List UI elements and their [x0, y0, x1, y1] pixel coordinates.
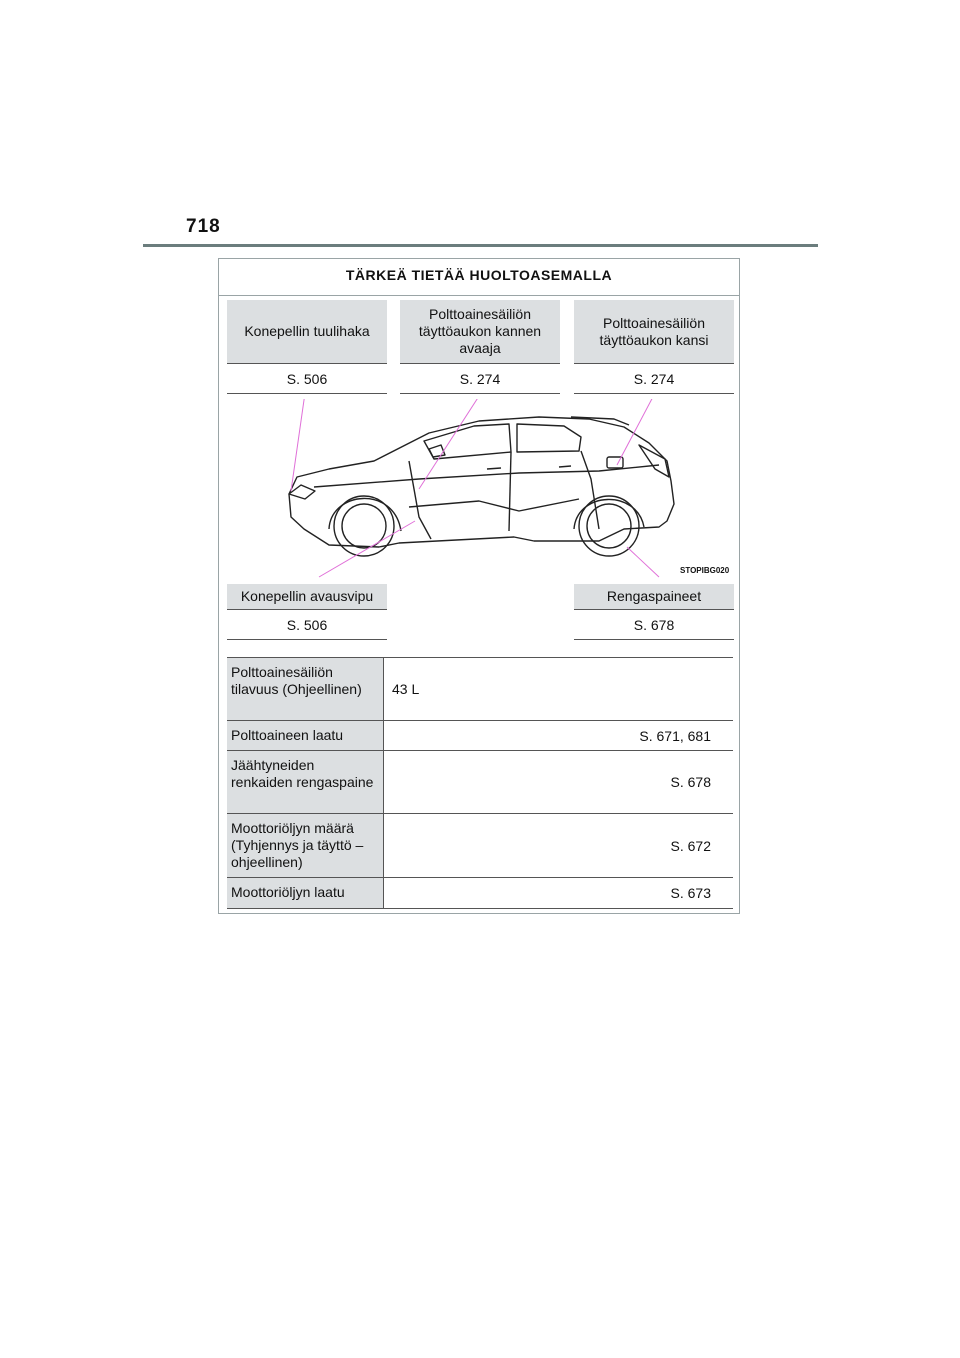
section-title: TÄRKEÄ TIETÄÄ HUOLTOASEMALLA [345, 267, 613, 283]
callout-fuel-cap-label: Polttoainesäiliön täyttöaukon kansi [574, 300, 734, 364]
spec-value[interactable]: S. 678 [670, 774, 711, 790]
spec-value[interactable]: S. 673 [670, 885, 711, 901]
table-row [227, 721, 733, 751]
table-row [227, 878, 733, 909]
callout-hood-lever-ref[interactable]: S. 506 [227, 610, 387, 640]
callout-tire-pressure-ref[interactable]: S. 678 [574, 610, 734, 640]
table-row [227, 751, 733, 814]
spec-label: Moottoriöljyn laatu [227, 878, 384, 908]
service-info-panel [218, 258, 740, 914]
header-rule [143, 244, 818, 247]
spec-table [227, 657, 733, 909]
spec-label: Polttoaineen laatu [227, 721, 384, 750]
figure-code: STOPIBG020 [680, 566, 730, 575]
page-number: 718 [186, 216, 221, 237]
spec-value: 43 L [392, 681, 420, 697]
callout-hood-lever-label: Konepellin avausvipu [227, 584, 387, 610]
table-row [227, 658, 733, 721]
callout-hood-support-label: Konepellin tuulihaka [227, 300, 387, 364]
spec-value[interactable]: S. 672 [670, 837, 711, 854]
title-divider [219, 295, 739, 296]
spec-value[interactable]: S. 671, 681 [639, 727, 711, 744]
table-row [227, 814, 733, 878]
callout-hood-support-ref[interactable]: S. 506 [227, 364, 387, 394]
callout-fuel-door-opener-label: Polttoainesäiliön täyttöaukon kannen avaaja [400, 300, 560, 364]
callout-fuel-cap-ref[interactable]: S. 274 [574, 364, 734, 394]
spec-label: Polttoainesäiliön tilavuus (Ohjeellinen) [227, 658, 384, 720]
car-side-illustration [219, 399, 739, 579]
spec-label: Moottoriöljyn määrä (Tyhjennys ja täyttö – ohjeellinen) [227, 814, 384, 877]
spec-label: Jäähtyneiden renkaiden rengaspaine [227, 751, 384, 813]
callout-tire-pressure-label: Rengaspaineet [574, 584, 734, 610]
callout-fuel-door-opener-ref[interactable]: S. 274 [400, 364, 560, 394]
